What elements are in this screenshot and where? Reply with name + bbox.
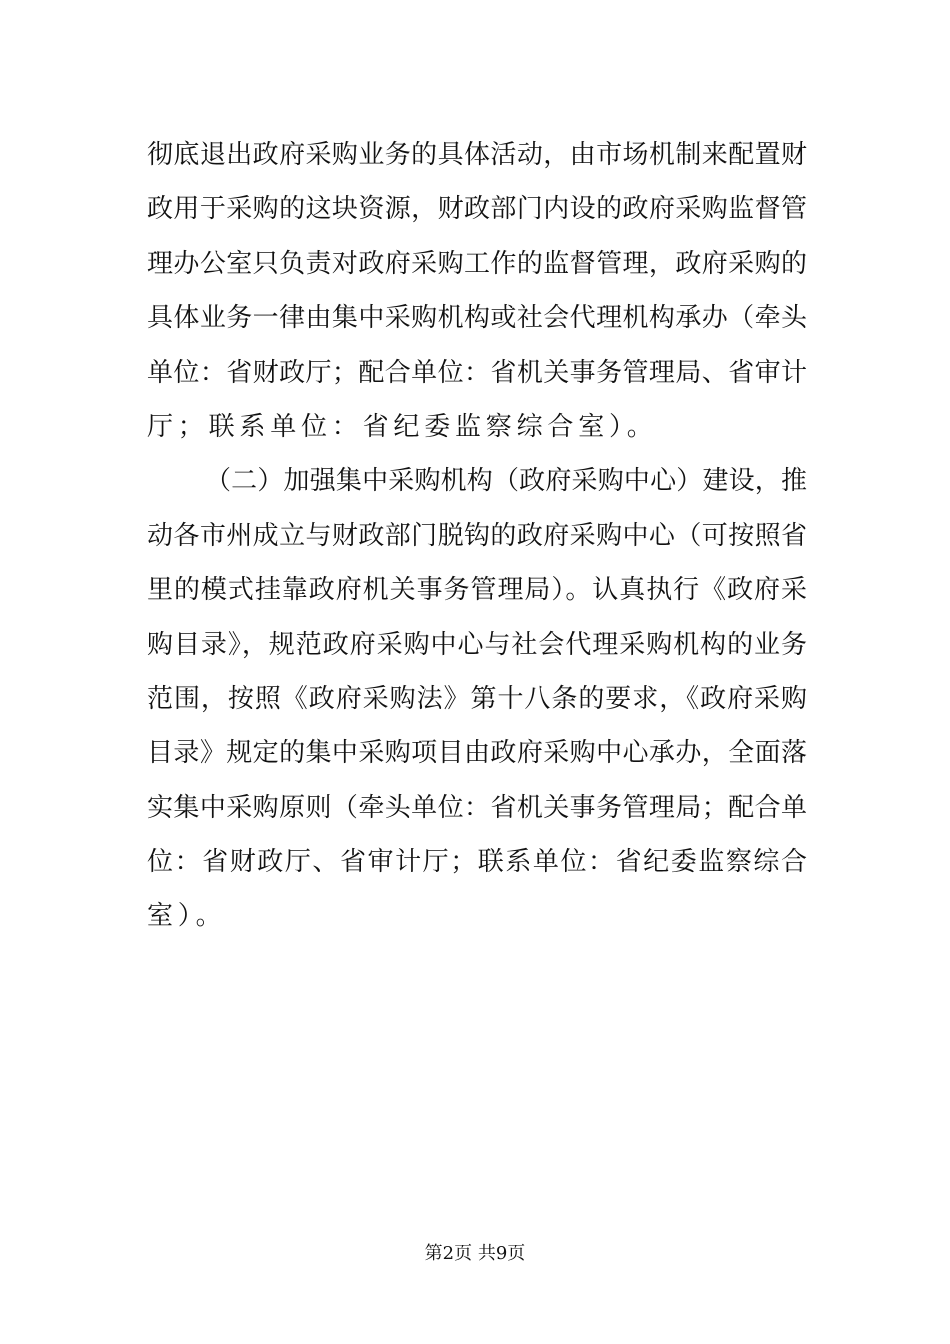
text-line: 室）。 <box>147 901 227 932</box>
text-line: 彻底退出政府采购业务的具体活动，由市场机制来配置财 <box>147 140 807 170</box>
text-line: 具体业务一律由集中采购机构或社会代理机构承办（牵头 <box>147 303 807 334</box>
paragraph-start-line: （二）加强集中采购机构（政府采购中心）建设，推 <box>205 466 807 497</box>
text-line: 购目录》，规范政府采购中心与社会代理采购机构的业务 <box>147 629 807 660</box>
text-line: 动各市州成立与财政部门脱钩的政府采购中心（可按照省 <box>147 520 807 551</box>
text-line: 政用于采购的这块资源，财政部门内设的政府采购监督管 <box>147 194 807 225</box>
text-line: 位：省财政厅、省审计厅；联系单位：省纪委监察综合 <box>147 847 807 878</box>
page-number: 第2页 共9页 <box>424 1243 526 1264</box>
text-line: 里的模式挂靠政府机关事务管理局）。认真执行《政府采 <box>147 575 807 606</box>
text-line: 实集中采购原则（牵头单位：省机关事务管理局；配合单 <box>147 792 807 823</box>
text-line: 范围，按照《政府采购法》第十八条的要求，《政府采购 <box>147 683 807 714</box>
text-line: 理办公室只负责对政府采购工作的监督管理，政府采购的 <box>147 248 807 279</box>
text-line: 单位：省财政厅；配合单位：省机关事务管理局、省审计 <box>147 357 807 388</box>
text-line: 目录》规定的集中采购项目由政府采购中心承办，全面落 <box>147 738 807 769</box>
document-body <box>147 128 807 944</box>
text-line: 厅；联系单位：省纪委监察综合室）。 <box>147 411 658 442</box>
